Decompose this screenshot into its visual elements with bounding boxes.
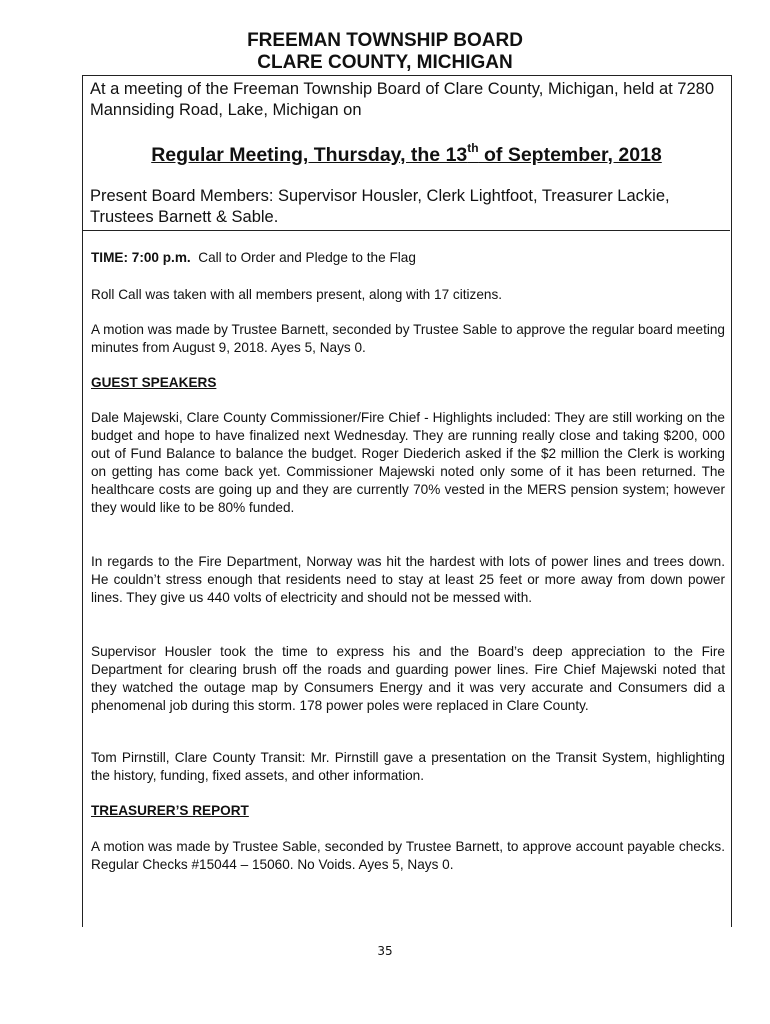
minutes-frame bbox=[82, 75, 732, 927]
meeting-title-ordinal: th bbox=[467, 141, 479, 155]
treasurer-report-heading: TREASURER’S REPORT bbox=[91, 803, 249, 818]
meeting-title-prefix: Regular Meeting, Thursday, the 13 bbox=[151, 144, 468, 166]
transit-paragraph: Tom Pirnstill, Clare County Transit: Mr. Pirnstill gave a presentation on the Transit System, highlighting the history, funding, fixed assets, and other information. bbox=[91, 750, 725, 783]
meeting-title-suffix: of September, 2018 bbox=[478, 144, 662, 166]
guest-speakers-heading: GUEST SPEAKERS bbox=[91, 375, 217, 390]
document-title-line1: FREEMAN TOWNSHIP BOARD bbox=[247, 30, 523, 51]
present-members: Present Board Members: Supervisor Housler, Clerk Lightfoot, Treasurer Lackie, Trustees Barnett & Sable. bbox=[90, 187, 670, 226]
roll-call-paragraph: Roll Call was taken with all members present, along with 17 citizens. bbox=[91, 287, 503, 302]
document-title-line2: CLARE COUNTY, MICHIGAN bbox=[257, 52, 513, 73]
treasurer-motion-paragraph: A motion was made by Trustee Sable, seconded by Trustee Barnett, to approve account payable checks. Regular Checks #15044 – 15060. No Voids. Ayes 5, Nays 0. bbox=[91, 839, 725, 872]
time-line bbox=[91, 249, 725, 267]
meeting-header-box bbox=[83, 76, 730, 231]
time-text: Call to Order and Pledge to the Flag bbox=[190, 250, 416, 265]
fire-department-paragraph: In regards to the Fire Department, Norway was hit the hardest with lots of power lines and trees down. He couldn’t stress enough that residents need to stay at least 25 feet or more away from down power lines. They give us 440 volts of electricity and should not be messed with. bbox=[91, 554, 725, 605]
majewski-paragraph: Dale Majewski, Clare County Commissioner/Fire Chief - Highlights included: They are still working on the budget and hope to have finalized next Wednesday. They are running really close and taking $200, 000 out of Fund Balance to balance the budget. Roger Diederich asked if the $2 million the Clerk is working on getting has come back yet. Commissioner Majewski noted only some of it has been returned. The healthcare costs are going up and they are currently 70% vested in the MERS pension system; however they would like to be 80% funded. bbox=[91, 410, 725, 515]
minutes-motion-paragraph: A motion was made by Trustee Barnett, seconded by Trustee Sable to approve the regular board meeting minutes from August 9, 2018. Ayes 5, Nays 0. bbox=[91, 322, 725, 355]
intro-text: At a meeting of the Freeman Township Board of Clare County, Michigan, held at 7280 Mannsiding Road, Lake, Michigan on bbox=[90, 80, 714, 119]
page-number: 35 bbox=[377, 944, 393, 958]
appreciation-paragraph: Supervisor Housler took the time to express his and the Board’s deep appreciation to the Fire Department for clearing brush off the roads and guarding power lines. Fire Chief Majewski noted that they watched the outage map by Consumers Energy and it was very accurate and Consumers did a phenomenal job during this storm. 178 power poles were replaced in Clare County. bbox=[91, 644, 725, 713]
meeting-title bbox=[83, 142, 730, 168]
time-label: TIME: 7:00 p.m. bbox=[91, 250, 191, 265]
